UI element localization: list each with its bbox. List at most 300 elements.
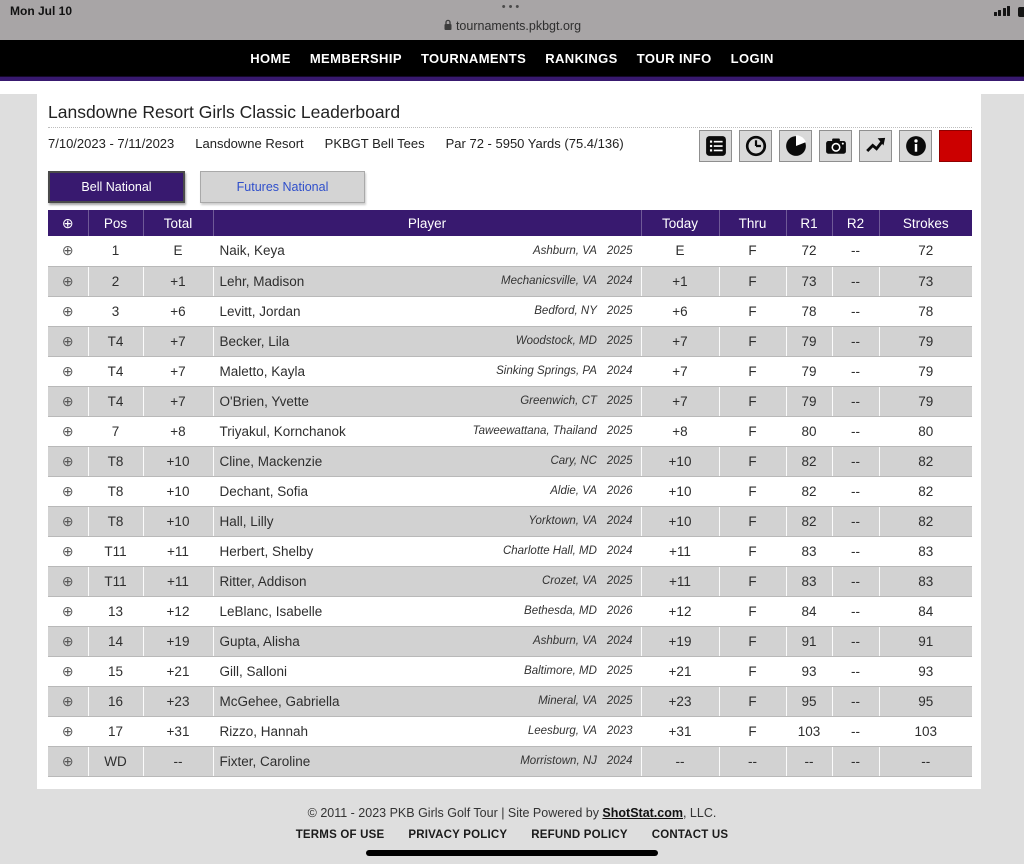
link-contact-us[interactable]: CONTACT US — [651, 829, 729, 841]
player-location-year — [533, 245, 633, 257]
expand-plus-icon[interactable]: ⊕ — [61, 692, 74, 709]
expand-row-cell[interactable] — [48, 536, 88, 566]
event-info — [48, 136, 624, 151]
player-cell — [213, 656, 641, 686]
thru-cell: F — [719, 416, 786, 446]
table-row — [48, 626, 972, 656]
player-grad-year: 2025 — [606, 695, 633, 707]
expand-plus-icon[interactable]: ⊕ — [61, 662, 74, 679]
today-cell: +10 — [641, 476, 719, 506]
strokes-cell: 84 — [879, 596, 972, 626]
player-location: Aldie, VA — [550, 485, 597, 497]
pos-cell: 2 — [88, 266, 143, 296]
player-location: Yorktown, VA — [528, 515, 597, 527]
table-row — [48, 236, 972, 266]
photos-button[interactable] — [819, 130, 852, 162]
thru-cell: F — [719, 266, 786, 296]
player-location: Baltimore, MD — [524, 665, 597, 677]
r1-cell: 83 — [786, 536, 832, 566]
today-cell: +1 — [641, 266, 719, 296]
player-cell — [213, 446, 641, 476]
today-cell: +19 — [641, 626, 719, 656]
table-row — [48, 326, 972, 356]
total-cell: +7 — [143, 326, 213, 356]
today-cell: +6 — [641, 296, 719, 326]
main-nav — [0, 40, 1024, 76]
thru-cell: F — [719, 626, 786, 656]
player-location-year — [550, 455, 632, 467]
player-cell — [213, 566, 641, 596]
player-grad-year: 2025 — [606, 244, 633, 257]
strokes-cell: 79 — [879, 386, 972, 416]
stats-button[interactable] — [779, 130, 812, 162]
expand-plus-icon[interactable]: ⊕ — [61, 572, 74, 589]
r2-cell: -- — [832, 746, 879, 776]
table-row — [48, 386, 972, 416]
today-cell: +11 — [641, 536, 719, 566]
player-name: Cline, Mackenzie — [219, 453, 323, 469]
expand-row-cell[interactable] — [48, 416, 88, 446]
player-name: Becker, Lila — [219, 333, 290, 349]
copyright-line — [0, 806, 1024, 820]
expand-row-cell[interactable] — [48, 266, 88, 296]
strokes-cell: 83 — [879, 566, 972, 596]
strokes-cell: 93 — [879, 656, 972, 686]
strokes-cell: -- — [879, 746, 972, 776]
player-name: Maletto, Kayla — [219, 363, 306, 379]
list-icon — [705, 135, 727, 157]
player-location-year — [529, 515, 633, 527]
player-cell — [213, 266, 641, 296]
r1-cell: 79 — [786, 386, 832, 416]
expand-row-cell[interactable] — [48, 446, 88, 476]
player-location: Bedford, NY — [534, 305, 597, 317]
home-indicator-bar[interactable] — [366, 850, 658, 856]
r2-cell: -- — [832, 356, 879, 386]
r1-cell: 78 — [786, 296, 832, 326]
player-location: Ashburn, VA — [532, 635, 597, 647]
address-bar[interactable] — [0, 19, 1024, 33]
expand-row-cell[interactable] — [48, 506, 88, 536]
strokes-cell: 79 — [879, 326, 972, 356]
player-location-year — [542, 575, 633, 587]
expand-plus-icon[interactable]: ⊕ — [61, 302, 74, 319]
player-name: Herbert, Shelby — [219, 543, 314, 559]
player-name: Lehr, Madison — [219, 273, 305, 289]
total-cell: E — [143, 236, 213, 266]
expand-row-cell[interactable] — [48, 566, 88, 596]
tab-bell-national[interactable]: Bell National — [48, 171, 185, 203]
expand-all-header[interactable] — [48, 210, 88, 236]
pos-cell: 13 — [88, 596, 143, 626]
event-course-rating: Par 72 - 5950 Yards (75.4/136) — [445, 136, 624, 151]
event-dates: 7/10/2023 - 7/11/2023 — [48, 136, 175, 151]
player-grad-year: 2024 — [606, 515, 633, 527]
total-cell: +19 — [143, 626, 213, 656]
strokes-cell: 103 — [879, 716, 972, 746]
pos-cell: T4 — [88, 356, 143, 386]
player-name: Rizzo, Hannah — [219, 723, 309, 739]
event-tees: PKBGT Bell Tees — [324, 136, 425, 151]
player-name: McGehee, Gabriella — [219, 693, 340, 709]
player-location-year — [524, 605, 632, 617]
today-cell: +7 — [641, 356, 719, 386]
expand-plus-icon[interactable]: ⊕ — [61, 452, 74, 469]
r2-cell: -- — [832, 506, 879, 536]
r2-cell: -- — [832, 626, 879, 656]
player-location: Cary, NC — [550, 455, 597, 467]
lock-icon — [443, 19, 453, 31]
player-grad-year: 2025 — [606, 455, 633, 467]
r2-cell: -- — [832, 566, 879, 596]
pos-cell: T8 — [88, 506, 143, 536]
expand-row-cell[interactable] — [48, 686, 88, 716]
wifi-icon-partial — [1018, 7, 1024, 17]
today-cell: -- — [641, 746, 719, 776]
leaderboard-table-wrap — [48, 210, 972, 777]
col-total: Total — [143, 210, 213, 236]
total-cell: +7 — [143, 356, 213, 386]
r2-cell: -- — [832, 686, 879, 716]
today-cell: +10 — [641, 506, 719, 536]
today-cell: +8 — [641, 416, 719, 446]
status-date: Mon Jul 10 — [10, 4, 73, 18]
player-location: Taweewattana, Thailand — [472, 425, 597, 437]
strokes-cell: 78 — [879, 296, 972, 326]
player-name: Naik, Keya — [219, 243, 285, 259]
today-cell: +7 — [641, 326, 719, 356]
expand-row-cell[interactable] — [48, 476, 88, 506]
r2-cell: -- — [832, 446, 879, 476]
r1-cell: 82 — [786, 446, 832, 476]
nav-rankings[interactable]: RANKINGS — [545, 50, 618, 66]
pos-cell: WD — [88, 746, 143, 776]
player-grad-year: 2026 — [606, 485, 633, 497]
expand-plus-icon[interactable]: ⊕ — [61, 362, 74, 379]
r1-cell: 72 — [786, 236, 832, 266]
player-grad-year: 2024 — [606, 545, 633, 557]
player-location-year — [501, 275, 632, 287]
expand-plus-icon[interactable]: ⊕ — [61, 332, 74, 349]
pos-cell: T11 — [88, 536, 143, 566]
r2-cell: -- — [832, 386, 879, 416]
player-location: Bethesda, MD — [524, 605, 597, 617]
table-row — [48, 596, 972, 626]
strokes-cell: 83 — [879, 536, 972, 566]
r1-cell: 95 — [786, 686, 832, 716]
tee-times-button[interactable] — [739, 130, 772, 162]
pos-cell: 16 — [88, 686, 143, 716]
table-row — [48, 656, 972, 686]
expand-plus-icon[interactable]: ⊕ — [61, 542, 74, 559]
player-location: Charlotte Hall, MD — [502, 545, 597, 557]
player-location-year — [503, 545, 633, 557]
table-row — [48, 716, 972, 746]
player-cell — [213, 356, 641, 386]
link-privacy-policy[interactable]: PRIVACY POLICY — [408, 829, 508, 841]
expand-row-cell[interactable] — [48, 356, 88, 386]
player-grad-year: 2024 — [606, 275, 633, 287]
r2-cell: -- — [832, 596, 879, 626]
expand-row-cell[interactable] — [48, 236, 88, 266]
player-name: Dechant, Sofia — [219, 483, 309, 499]
expand-row-cell[interactable] — [48, 326, 88, 356]
player-cell — [213, 236, 641, 266]
table-row — [48, 416, 972, 446]
browser-tabs-menu-icon[interactable]: ••• — [501, 1, 523, 13]
strokes-cell: 72 — [879, 236, 972, 266]
player-location-year — [538, 695, 632, 707]
page-title: Lansdowne Resort Girls Classic Leaderboard — [48, 102, 401, 122]
expand-row-cell[interactable] — [48, 656, 88, 686]
thru-cell: F — [719, 536, 786, 566]
r2-cell: -- — [832, 656, 879, 686]
thru-cell: F — [719, 596, 786, 626]
r2-cell: -- — [832, 416, 879, 446]
pos-cell: 3 — [88, 296, 143, 326]
expand-plus-icon[interactable]: ⊕ — [61, 632, 74, 649]
player-location: Sinking Springs, PA — [496, 365, 597, 377]
table-row — [48, 506, 972, 536]
pos-cell: T8 — [88, 446, 143, 476]
expand-plus-icon[interactable]: ⊕ — [61, 272, 74, 289]
leaderboard-card — [37, 94, 981, 789]
nav-home[interactable]: HOME — [250, 50, 291, 66]
leaderboard-table — [48, 210, 972, 777]
player-location: Greenwich, CT — [520, 395, 597, 407]
r1-cell: 84 — [786, 596, 832, 626]
player-name: Gill, Salloni — [219, 663, 288, 679]
player-name: Fixter, Caroline — [219, 753, 311, 769]
player-name: O'Brien, Yvette — [219, 393, 309, 409]
table-header-row — [48, 210, 972, 236]
today-cell: +10 — [641, 446, 719, 476]
table-row — [48, 446, 972, 476]
pos-cell: 1 — [88, 236, 143, 266]
thru-cell: F — [719, 716, 786, 746]
thru-cell: F — [719, 566, 786, 596]
thru-cell: F — [719, 446, 786, 476]
expand-plus-icon[interactable]: ⊕ — [61, 752, 74, 769]
player-grad-year: 2024 — [606, 755, 633, 767]
player-grad-year: 2026 — [606, 605, 633, 617]
player-cell — [213, 476, 641, 506]
title-divider — [48, 127, 972, 128]
list-view-button[interactable] — [699, 130, 732, 162]
trend-chart-icon — [865, 135, 887, 157]
today-cell: E — [641, 236, 719, 266]
player-cell — [213, 536, 641, 566]
nav-tournaments[interactable]: TOURNAMENTS — [420, 50, 527, 66]
pos-cell: T8 — [88, 476, 143, 506]
player-location-year — [550, 485, 632, 497]
info-button[interactable] — [899, 130, 932, 162]
col-thru: Thru — [719, 210, 786, 236]
expand-plus-icon[interactable]: ⊕ — [61, 512, 74, 529]
thru-cell: F — [719, 356, 786, 386]
pos-cell: T4 — [88, 326, 143, 356]
player-grad-year: 2023 — [606, 725, 633, 737]
table-row — [48, 296, 972, 326]
expand-plus-icon[interactable]: ⊕ — [61, 392, 74, 409]
today-cell: +12 — [641, 596, 719, 626]
link-refund-policy[interactable]: REFUND POLICY — [531, 829, 628, 841]
address-bar-url: tournaments.pkbgt.org — [455, 19, 582, 33]
table-row — [48, 536, 972, 566]
player-name: Hall, Lilly — [219, 513, 274, 529]
r2-cell: -- — [832, 536, 879, 566]
col-today: Today — [641, 210, 719, 236]
player-location: Woodstock, MD — [515, 335, 597, 347]
expand-row-cell[interactable] — [48, 626, 88, 656]
table-row — [48, 686, 972, 716]
expand-row-cell[interactable] — [48, 716, 88, 746]
col-r1: R1 — [786, 210, 832, 236]
player-location: Mechanicsville, VA — [501, 275, 597, 287]
player-location: Morristown, NJ — [520, 755, 597, 767]
player-location-year — [534, 305, 632, 317]
today-cell: +23 — [641, 686, 719, 716]
col-strokes: Strokes — [879, 210, 972, 236]
r2-cell: -- — [832, 236, 879, 266]
table-row — [48, 266, 972, 296]
player-location-year — [533, 635, 633, 647]
player-cell — [213, 746, 641, 776]
nav-login[interactable]: LOGIN — [730, 50, 774, 66]
player-grad-year: 2025 — [606, 425, 633, 437]
thru-cell: F — [719, 686, 786, 716]
thru-cell: F — [719, 386, 786, 416]
r1-cell: 103 — [786, 716, 832, 746]
expand-plus-icon[interactable]: ⊕ — [61, 722, 74, 739]
expand-plus-icon[interactable]: ⊕ — [61, 482, 74, 499]
col-r2: R2 — [832, 210, 879, 236]
expand-row-cell[interactable] — [48, 596, 88, 626]
clock-icon — [745, 135, 767, 157]
expand-row-cell[interactable] — [48, 386, 88, 416]
copyright-suffix: , LLC. — [682, 806, 717, 820]
player-grad-year: 2025 — [606, 305, 633, 317]
r2-cell: -- — [832, 266, 879, 296]
player-cell — [213, 296, 641, 326]
total-cell: +23 — [143, 686, 213, 716]
player-grad-year: 2025 — [606, 395, 633, 407]
pos-cell: 14 — [88, 626, 143, 656]
nav-membership[interactable]: MEMBERSHIP — [309, 50, 402, 66]
r1-cell: 73 — [786, 266, 832, 296]
total-cell: +10 — [143, 476, 213, 506]
player-cell — [213, 386, 641, 416]
total-cell: +31 — [143, 716, 213, 746]
table-row — [48, 356, 972, 386]
r1-cell: 93 — [786, 656, 832, 686]
player-name: Triyakul, Kornchanok — [219, 423, 346, 439]
strokes-cell: 79 — [879, 356, 972, 386]
thru-cell: F — [719, 326, 786, 356]
shotstat-link[interactable]: ShotStat.com — [602, 806, 683, 820]
total-cell: +12 — [143, 596, 213, 626]
player-location: Crozet, VA — [541, 575, 597, 587]
player-location-year — [520, 755, 632, 767]
leaderboard-toolbar — [699, 130, 972, 162]
camera-icon — [825, 135, 847, 157]
player-grad-year: 2025 — [606, 665, 633, 677]
player-name: LeBlanc, Isabelle — [219, 603, 323, 619]
player-name: Gupta, Alisha — [219, 633, 300, 649]
r2-cell: -- — [832, 716, 879, 746]
r1-cell: 79 — [786, 356, 832, 386]
r2-cell: -- — [832, 296, 879, 326]
total-cell: +8 — [143, 416, 213, 446]
trends-button[interactable] — [859, 130, 892, 162]
division-tabs — [48, 171, 365, 203]
player-name: Ritter, Addison — [219, 573, 307, 589]
strokes-cell: 73 — [879, 266, 972, 296]
r1-cell: -- — [786, 746, 832, 776]
today-cell: +11 — [641, 566, 719, 596]
strokes-cell: 80 — [879, 416, 972, 446]
col-pos: Pos — [88, 210, 143, 236]
r2-cell: -- — [832, 326, 879, 356]
player-grad-year: 2025 — [606, 335, 633, 347]
player-location-year — [520, 395, 632, 407]
live-scoring-red-button[interactable] — [939, 130, 972, 162]
expand-plus-icon[interactable]: ⊕ — [61, 602, 74, 619]
player-cell — [213, 626, 641, 656]
player-grad-year: 2024 — [606, 635, 633, 647]
player-cell — [213, 506, 641, 536]
expand-row-cell[interactable] — [48, 746, 88, 776]
copyright-prefix: © 2011 - 2023 PKB Girls Golf Tour | Site Powered by — [307, 806, 603, 820]
r1-cell: 79 — [786, 326, 832, 356]
r1-cell: 91 — [786, 626, 832, 656]
pos-cell: T11 — [88, 566, 143, 596]
player-grad-year: 2024 — [606, 365, 633, 377]
expand-row-cell[interactable] — [48, 296, 88, 326]
header-white-band — [0, 81, 1024, 94]
player-cell — [213, 686, 641, 716]
pos-cell: 15 — [88, 656, 143, 686]
strokes-cell: 82 — [879, 446, 972, 476]
player-location-year — [516, 335, 633, 347]
r1-cell: 82 — [786, 476, 832, 506]
strokes-cell: 82 — [879, 506, 972, 536]
player-location-year — [473, 425, 633, 437]
total-cell: +11 — [143, 536, 213, 566]
total-cell: +11 — [143, 566, 213, 596]
player-location: Ashburn, VA — [532, 244, 597, 257]
pos-cell: T4 — [88, 386, 143, 416]
tab-futures-national[interactable]: Futures National — [200, 171, 365, 203]
expand-plus-icon[interactable]: ⊕ — [61, 242, 74, 259]
page-background — [0, 94, 1024, 864]
nav-tour-info[interactable]: TOUR INFO — [636, 50, 712, 66]
cellular-signal-icon — [994, 6, 1011, 16]
player-cell — [213, 716, 641, 746]
expand-plus-icon[interactable]: ⊕ — [61, 422, 74, 439]
total-cell: +1 — [143, 266, 213, 296]
link-terms-of-use[interactable]: TERMS OF USE — [295, 829, 385, 841]
pie-chart-icon — [785, 135, 807, 157]
col-player: Player — [213, 210, 641, 236]
player-location-year — [528, 725, 633, 737]
total-cell: +7 — [143, 386, 213, 416]
expand-all-icon[interactable]: ⊕ — [61, 214, 74, 231]
player-cell — [213, 326, 641, 356]
r1-cell: 80 — [786, 416, 832, 446]
footer-links — [0, 829, 1024, 841]
today-cell: +31 — [641, 716, 719, 746]
